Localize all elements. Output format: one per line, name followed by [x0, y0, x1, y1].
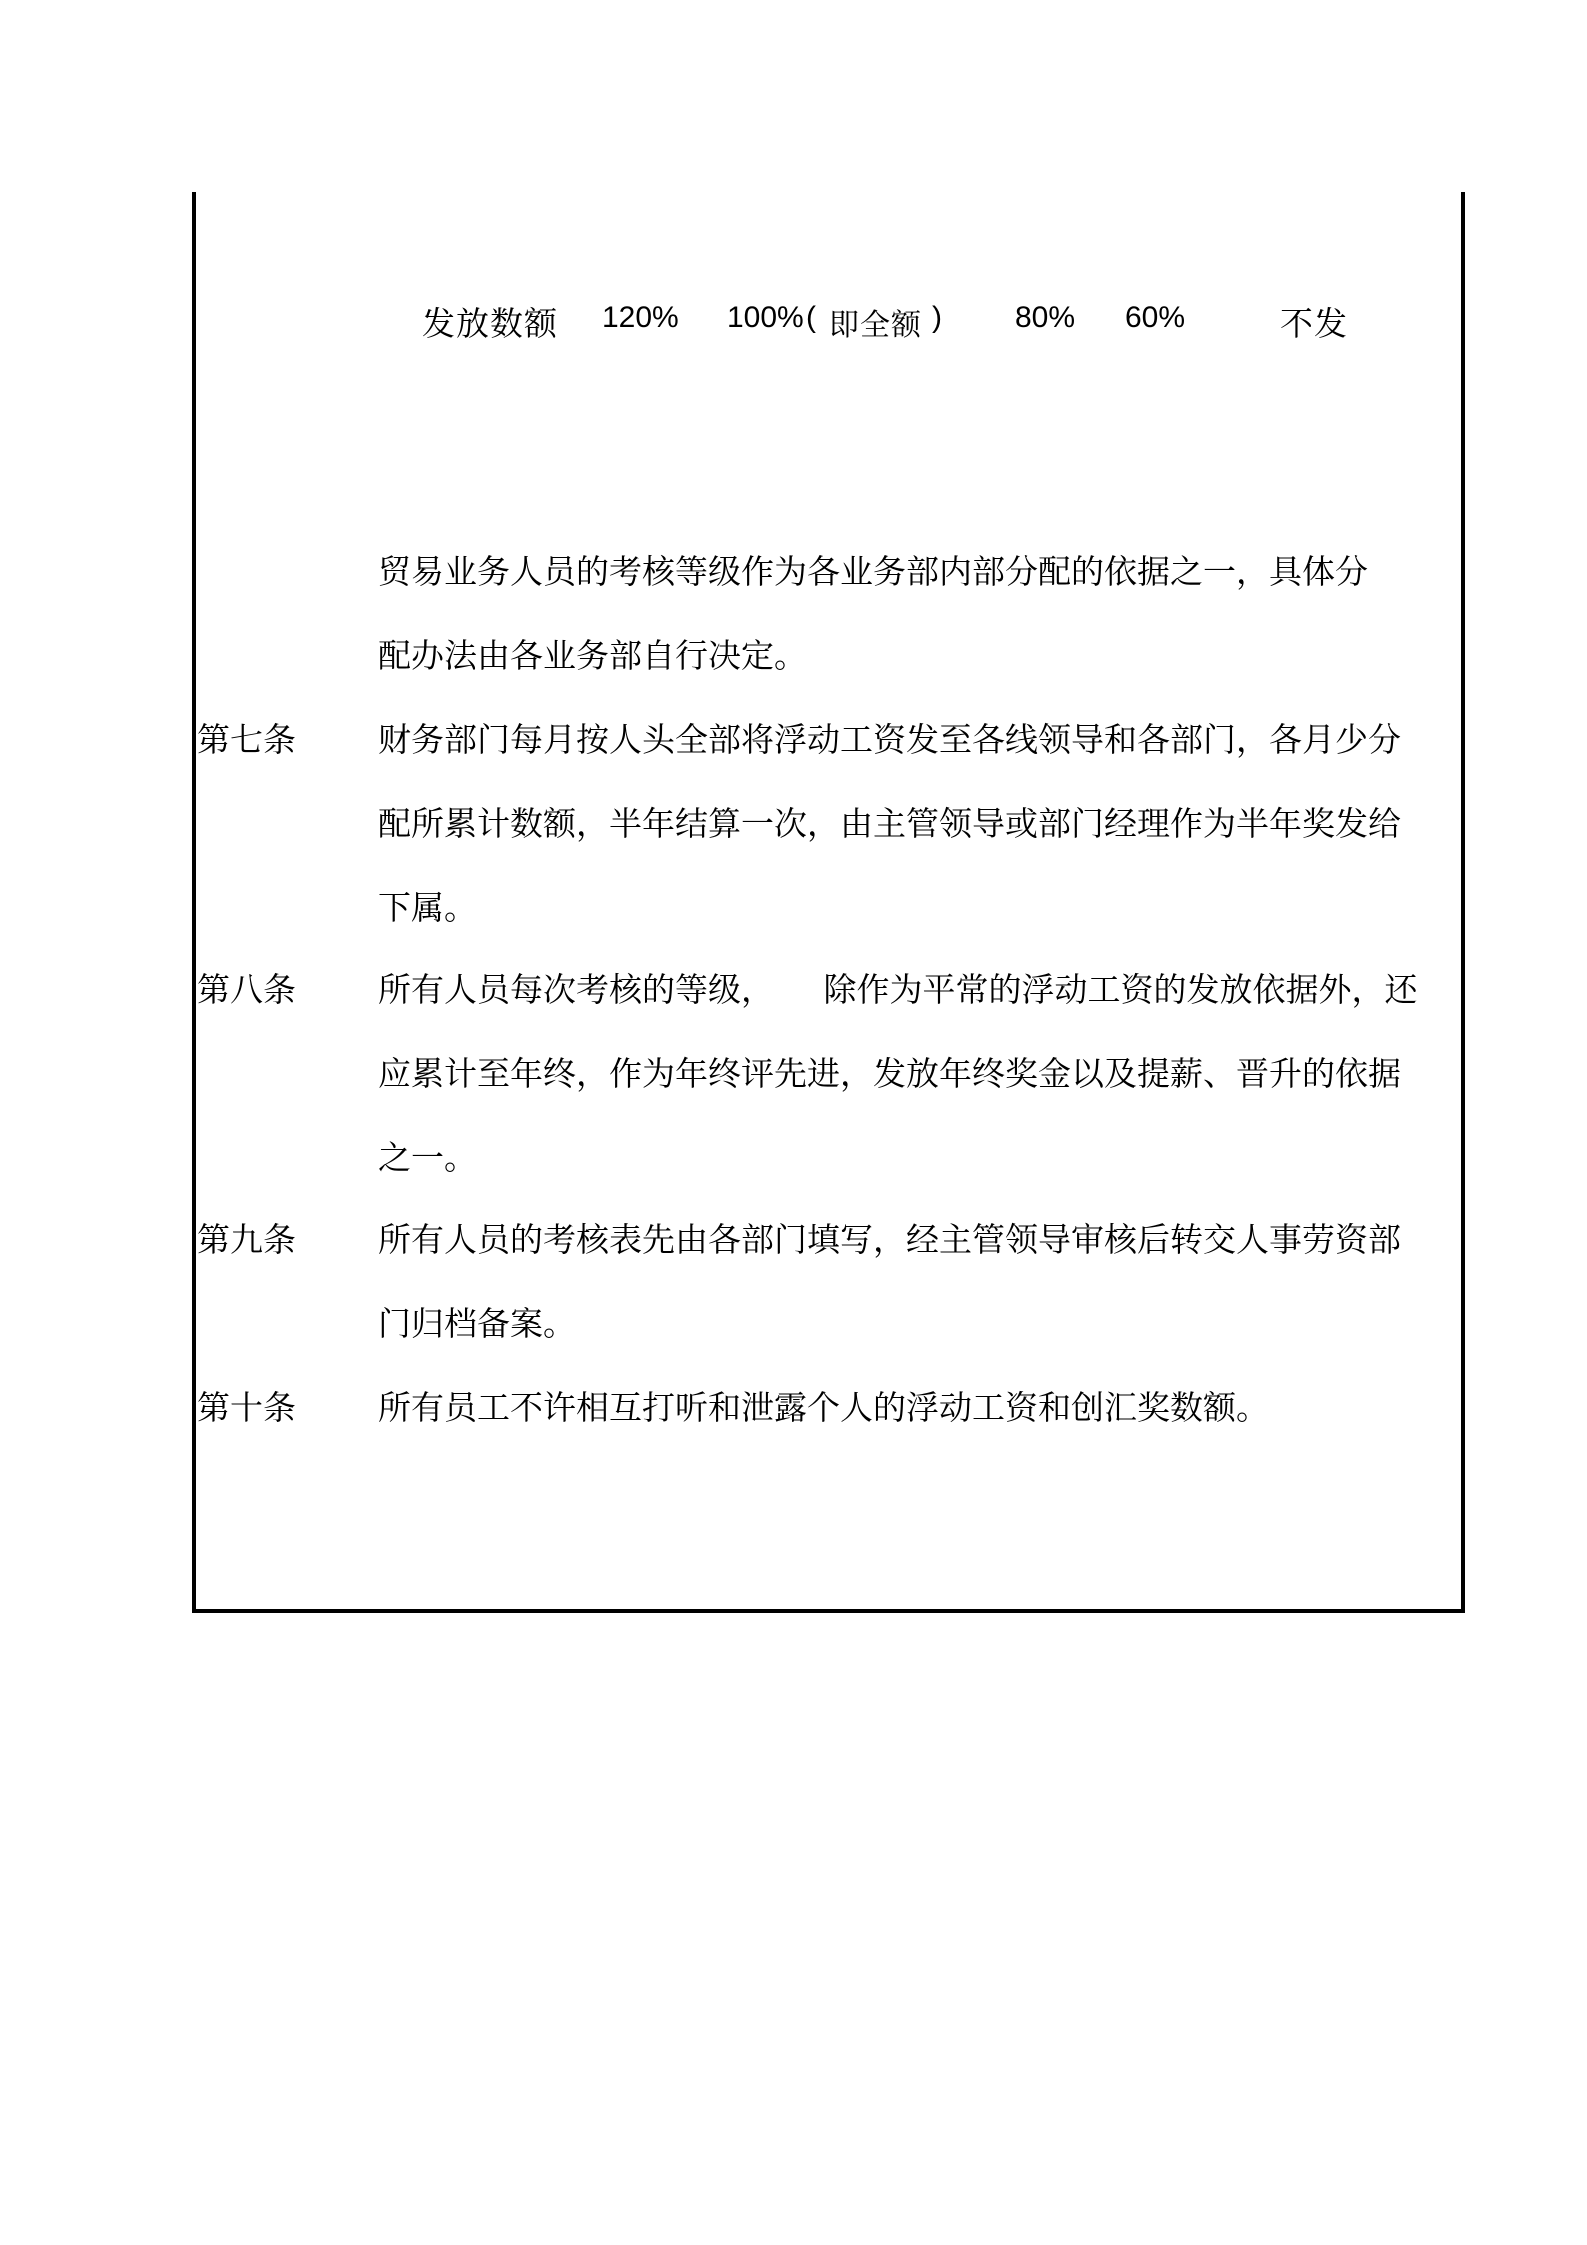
intro-line: 贸易业务人员的考核等级作为各业务部内部分配的依据之一，具体分 [378, 552, 1368, 591]
rate-120: 120% [602, 301, 679, 334]
rate-60: 60% [1125, 301, 1186, 334]
article-label: 第七条 [197, 720, 296, 759]
article-line: 所有人员的考核表先由各部门填写，经主管领导审核后转交人事劳资部 [378, 1220, 1401, 1259]
article-line: 所有员工不许相互打听和泄露个人的浮动工资和创汇奖数额。 [378, 1388, 1269, 1427]
article-line: 之一。 [378, 1138, 477, 1177]
article-line: 下属。 [378, 888, 477, 927]
payout-label: 发放数额 [422, 304, 558, 343]
article-line: 配所累计数额，半年结算一次，由主管领导或部门经理作为半年奖发给 [378, 804, 1401, 843]
article-label: 第十条 [197, 1388, 296, 1427]
rate-100-paren-close: ) [932, 301, 942, 334]
article-line: 应累计至年终，作为年终评先进，发放年终奖金以及提薪、晋升的依据 [378, 1054, 1401, 1093]
rate-100-note: 即全额 [829, 308, 922, 343]
rate-none: 不发 [1280, 304, 1348, 343]
rate-100: 100% [727, 301, 804, 334]
article-line: 门归档备案。 [378, 1304, 576, 1343]
intro-line: 配办法由各业务部自行决定。 [378, 636, 807, 675]
rate-100-paren-open: ( [806, 301, 816, 334]
rate-80: 80% [1015, 301, 1076, 334]
article-label: 第九条 [197, 1220, 296, 1259]
article-line: 所有人员每次考核的等级， 除作为平常的浮动工资的发放依据外，还 [378, 970, 1418, 1009]
article-label: 第八条 [197, 970, 296, 1009]
article-line: 财务部门每月按人头全部将浮动工资发至各线领导和各部门，各月少分 [378, 720, 1401, 759]
payout-rate-row [0, 298, 1587, 343]
